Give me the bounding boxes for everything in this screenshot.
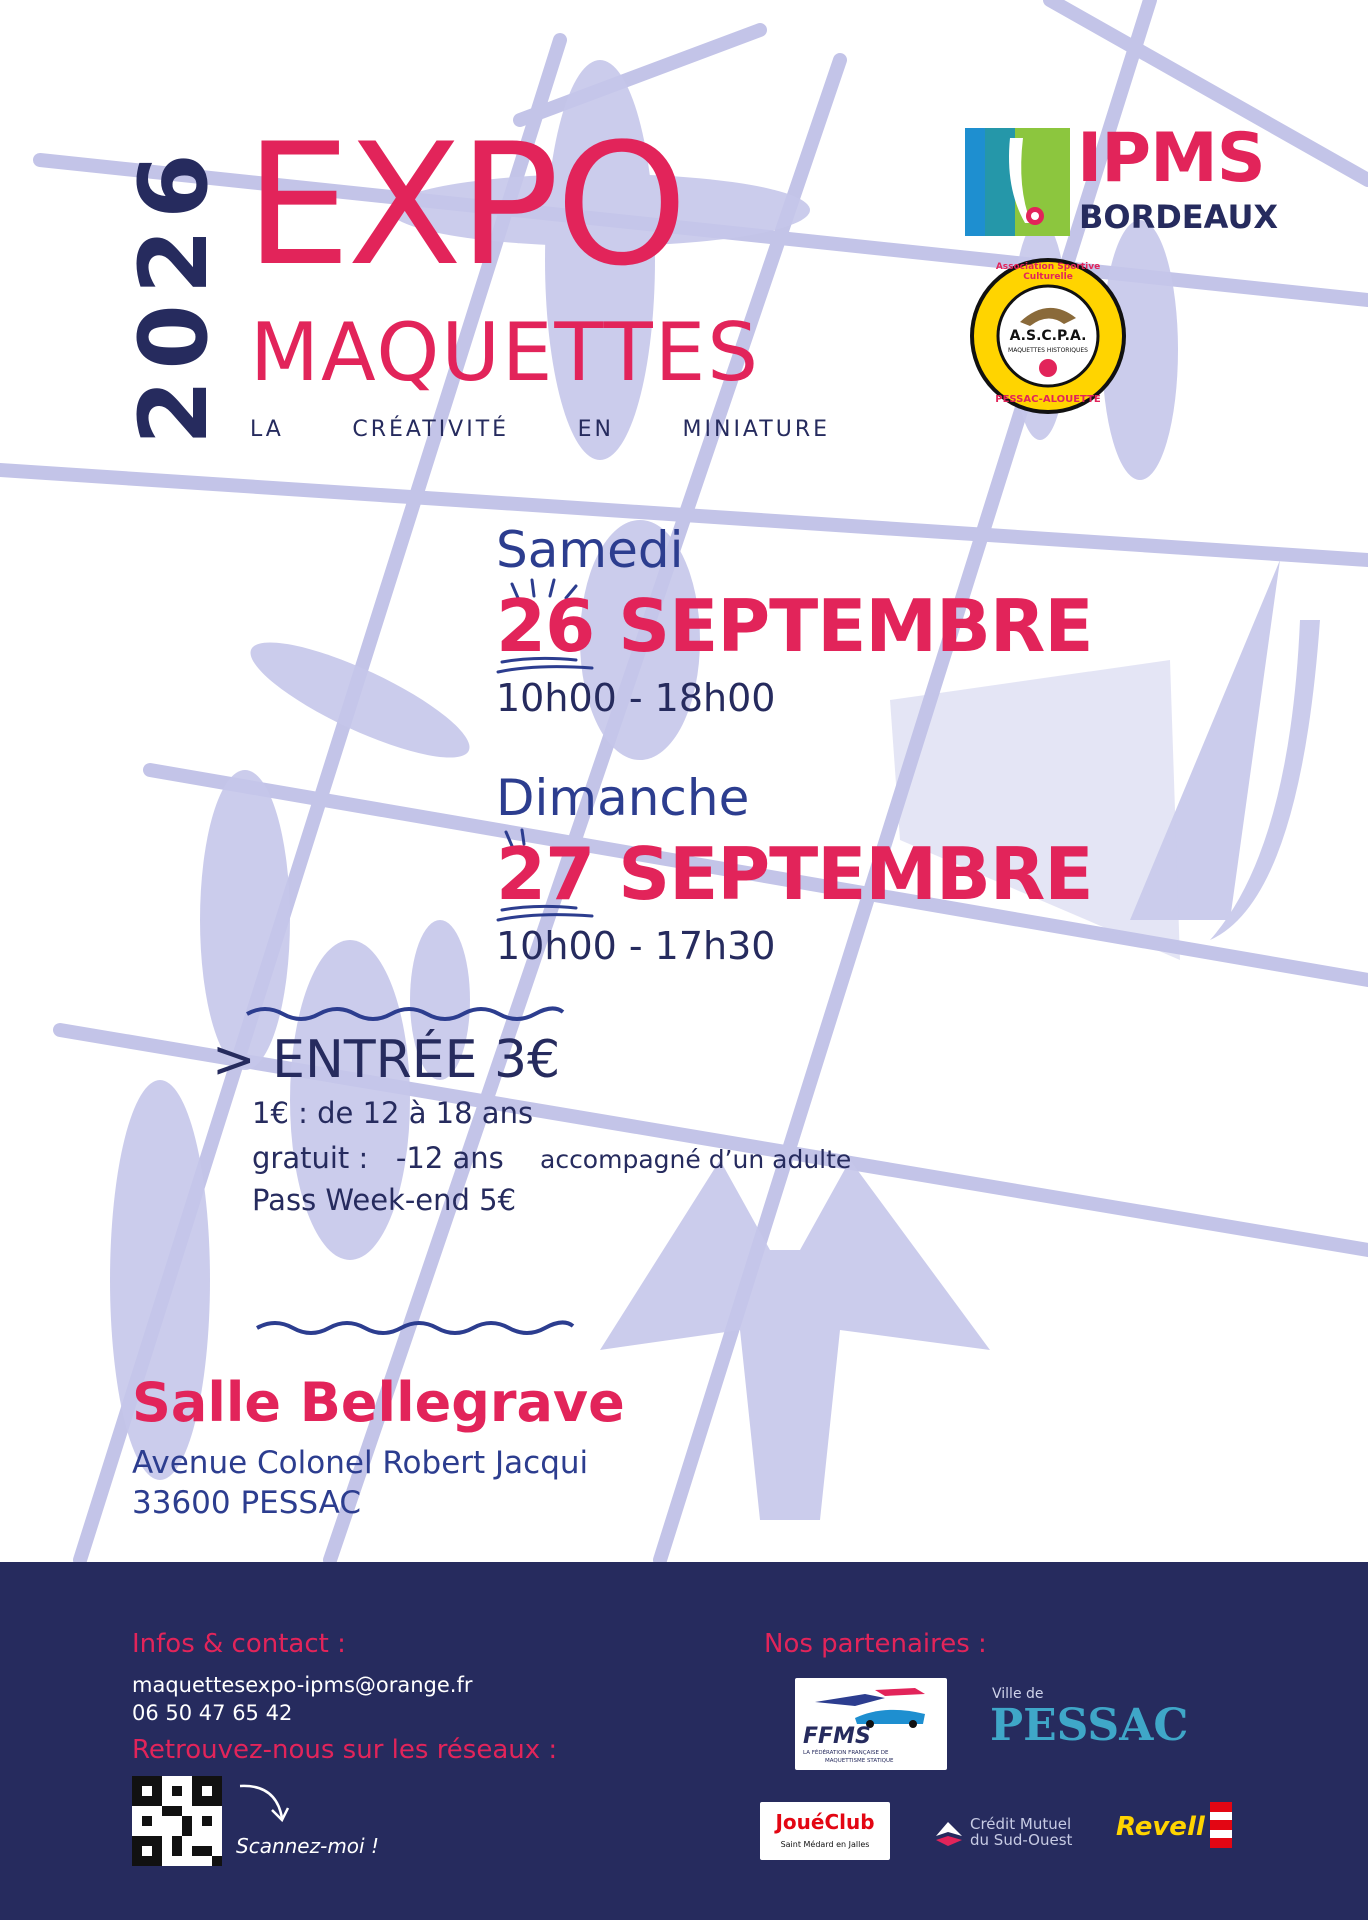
date-month: SEPTEMBRE <box>618 584 1093 668</box>
venue-street: Avenue Colonel Robert Jacqui <box>132 1445 589 1481</box>
contact-email[interactable]: maquettesexpo-ipms@orange.fr <box>132 1673 473 1697</box>
venue-name: Salle Bellegrave <box>132 1371 625 1434</box>
footer-band <box>0 1562 1368 1920</box>
social-heading: Retrouvez-nous sur les réseaux : <box>132 1735 558 1765</box>
curved-arrow-icon <box>236 1780 296 1830</box>
joueclub-city: Saint Médard en Jalles <box>780 1840 870 1849</box>
ipms-city: BORDEAUX <box>1079 198 1279 236</box>
credit-mutuel-icon <box>934 1818 964 1848</box>
date-day: Dimanche <box>496 769 750 827</box>
date-hours: 10h00 - 18h00 <box>496 676 776 720</box>
ascpa-badge <box>968 256 1128 416</box>
date-line <box>496 586 1116 666</box>
credit-mutuel-line2: du Sud-Ouest <box>970 1831 1073 1849</box>
entry-price: > ENTRÉE 3€ <box>212 1030 561 1090</box>
date-hours: 10h00 - 17h30 <box>496 924 776 968</box>
pessac-name: PESSAC <box>990 1700 1189 1751</box>
ffms-logo <box>795 1678 947 1770</box>
pessac-small: Ville de <box>992 1686 1044 1702</box>
partners-heading: Nos partenaires : <box>764 1629 987 1659</box>
date-sunday <box>496 770 1116 968</box>
scan-label: Scannez-moi ! <box>236 1834 379 1858</box>
credit-mutuel-line1: Crédit Mutuel <box>970 1815 1072 1833</box>
date-line <box>496 834 1116 914</box>
ascpa-ring-top: Association Sportive Culturelle <box>995 262 1101 282</box>
wave-divider-icon <box>255 1316 575 1338</box>
date-number: 26 <box>496 584 595 668</box>
ffms-name: FFMS <box>803 1724 871 1749</box>
tagline-word: LA <box>250 417 284 442</box>
contact-phone[interactable]: 06 50 47 65 42 <box>132 1701 293 1725</box>
credit-mutuel-logo <box>934 1812 1094 1852</box>
ipms-bordeaux-logo <box>965 119 1279 238</box>
tagline-word: EN <box>577 417 614 442</box>
poster-subtitle: MAQUETTES <box>250 306 761 399</box>
entry-youth: 1€ : de 12 à 18 ans <box>252 1096 534 1130</box>
revell-flag-icon <box>1210 1802 1232 1848</box>
ffms-tagline-1: LA FÉDÉRATION FRANÇAISE DE <box>803 1750 889 1756</box>
date-day: Samedi <box>496 521 684 579</box>
tagline-word: MINIATURE <box>682 417 830 442</box>
entry-weekend-pass: Pass Week-end 5€ <box>252 1183 517 1217</box>
ipms-emblem-icon <box>965 128 1070 236</box>
ipms-name: IPMS <box>1077 119 1265 198</box>
revell-logo <box>1116 1802 1232 1854</box>
venue-city: 33600 PESSAC <box>132 1485 361 1521</box>
ffms-vehicles-icon <box>795 1680 947 1730</box>
entry-free: gratuit : -12 ans <box>252 1141 504 1175</box>
ffms-tagline-2: MAQUETTISME STATIQUE <box>825 1758 894 1764</box>
entry-free-note: accompagné d’un adulte <box>540 1145 852 1174</box>
tagline-word: CRÉATIVITÉ <box>352 417 510 442</box>
poster-year: 2026 <box>120 143 229 445</box>
joueclub-logo <box>760 1802 890 1860</box>
pessac-logo <box>986 1686 1216 1756</box>
joueclub-name: JouéClub <box>775 1810 875 1834</box>
revell-name: Revell <box>1116 1812 1205 1842</box>
qr-code-icon[interactable] <box>132 1776 222 1866</box>
date-saturday <box>496 522 1116 720</box>
date-month: SEPTEMBRE <box>618 832 1093 916</box>
ascpa-subtitle: MAQUETTES HISTORIQUES <box>1008 347 1088 354</box>
poster-title: EXPO <box>245 107 684 303</box>
ascpa-ring-bottom: PESSAC-ALOUETTE <box>995 394 1101 405</box>
wave-divider-icon <box>245 1002 565 1024</box>
poster-tagline <box>250 416 830 444</box>
date-number: 27 <box>496 832 595 916</box>
info-heading: Infos & contact : <box>132 1629 346 1659</box>
ascpa-name: A.S.C.P.A. <box>1009 328 1087 344</box>
